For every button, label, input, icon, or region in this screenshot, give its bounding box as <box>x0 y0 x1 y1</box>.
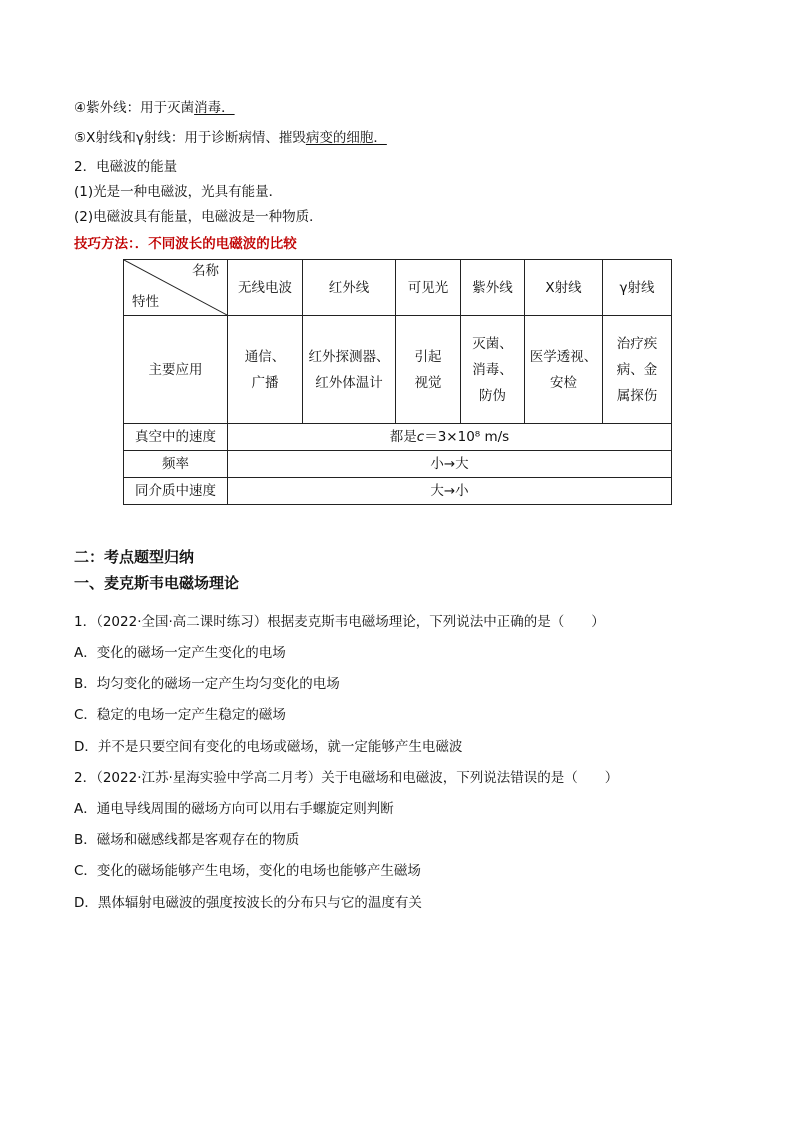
medium-value-cell: 大→小 <box>228 478 672 505</box>
subsection-title: 一、麦克斯韦电磁场理论 <box>74 574 240 592</box>
apps-cell: 治疗疾 病、金 属探伤 <box>603 316 672 424</box>
table-apps-row <box>124 316 672 424</box>
energy-item-2: (2)电磁波具有能量，电磁波是一种物质． <box>74 209 323 225</box>
apps-label-cell: 主要应用 <box>124 316 228 424</box>
energy-item-1: (1)光是一种电磁波，光具有能量． <box>74 184 283 200</box>
table-header-row <box>124 260 672 316</box>
table-corner-cell <box>124 260 228 316</box>
header-cell: 可见光 <box>396 260 461 316</box>
apps-cell: 医学透视、 安检 <box>525 316 603 424</box>
uv-use-underlined: 消毒． <box>194 100 235 116</box>
section-title: 二：考点题型归纳 <box>74 548 195 566</box>
corner-bottom-label: 特性 <box>132 294 159 310</box>
xray-use-underlined: 病变的细胞． <box>305 130 387 146</box>
medium-label-cell: 同介质中速度 <box>124 478 228 505</box>
q1-option-d: D．并不是只要空间有变化的电场或磁场，就一定能够产生电磁波 <box>74 739 463 755</box>
q1-option-c: C．稳定的电场一定产生稳定的磁场 <box>74 707 286 723</box>
header-cell: X射线 <box>525 260 603 316</box>
energy-heading: 2．电磁波的能量 <box>74 159 178 175</box>
wave-comparison-table <box>123 259 672 505</box>
xray-use-line: ⑤X射线和γ射线：用于诊断病情、摧毁病变的细胞． <box>74 130 387 146</box>
apps-cell: 红外探测器、 红外体温计 <box>303 316 396 424</box>
apps-cell: 通信、 广播 <box>228 316 303 424</box>
header-cell: 红外线 <box>303 260 396 316</box>
freq-value-cell: 小→大 <box>228 451 672 478</box>
q1-option-a: A．变化的磁场一定产生变化的电场 <box>74 645 286 661</box>
q1-stem: 1．（2022·全国·高二课时练习）根据麦克斯韦电磁场理论，下列说法中正确的是（ ） <box>74 614 605 630</box>
apps-cell: 灭菌、 消毒、 防伪 <box>461 316 525 424</box>
table-speed-row <box>124 424 672 451</box>
speed-value-cell: 都是c＝3×10⁸ m/s <box>228 424 672 451</box>
apps-cell: 引起 视觉 <box>396 316 461 424</box>
table-medium-row <box>124 478 672 505</box>
q2-option-c: C．变化的磁场能够产生电场，变化的电场也能够产生磁场 <box>74 863 421 879</box>
q2-option-b: B．磁场和磁感线都是客观存在的物质 <box>74 832 300 848</box>
q2-option-a: A．通电导线周围的磁场方向可以用右手螺旋定则判断 <box>74 801 394 817</box>
uv-use-line: ④紫外线：用于灭菌消毒． <box>74 100 235 116</box>
header-cell: γ射线 <box>603 260 672 316</box>
speed-label-cell: 真空中的速度 <box>124 424 228 451</box>
freq-label-cell: 频率 <box>124 451 228 478</box>
q1-option-b: B．均匀变化的磁场一定产生均匀变化的电场 <box>74 676 340 692</box>
header-cell: 紫外线 <box>461 260 525 316</box>
header-cell: 无线电波 <box>228 260 303 316</box>
q2-option-d: D．黑体辐射电磁波的强度按波长的分布只与它的温度有关 <box>74 895 422 911</box>
table-freq-row <box>124 451 672 478</box>
tip-heading: 技巧方法：．不同波长的电磁波的比较 <box>74 236 297 252</box>
q2-stem: 2．（2022·江苏·星海实验中学高二月考）关于电磁场和电磁波，下列说法错误的是（ ） <box>74 770 619 786</box>
corner-top-label: 名称 <box>192 263 219 279</box>
